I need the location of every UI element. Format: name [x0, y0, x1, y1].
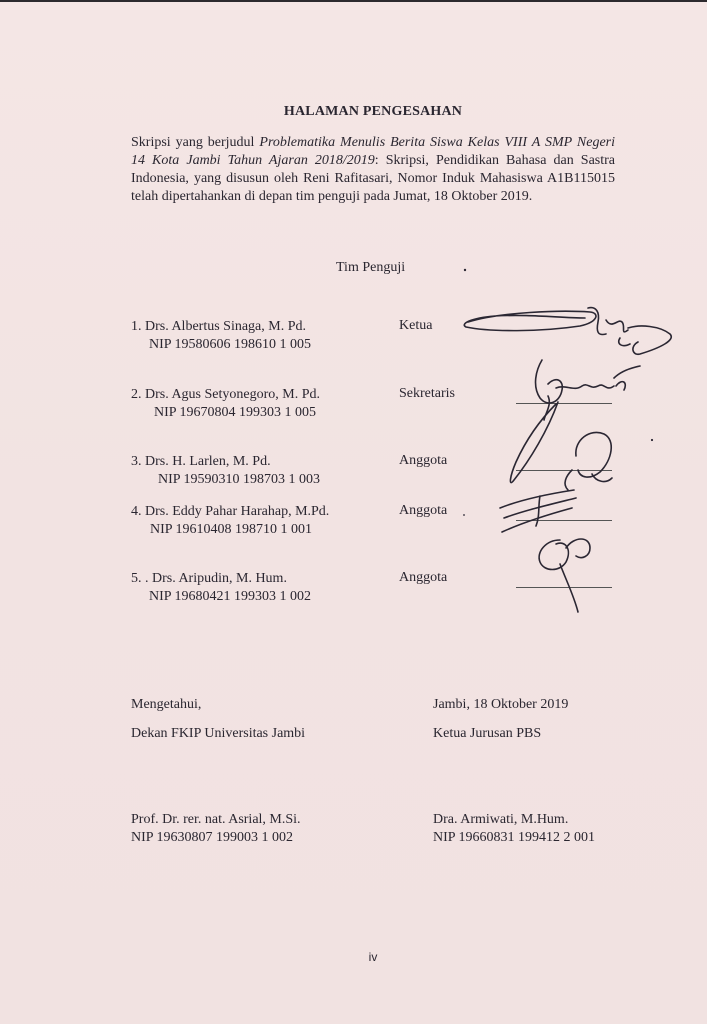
examiner-role: Ketua [399, 318, 433, 333]
dean-nip: NIP 19630807 199003 1 002 [131, 830, 294, 845]
signature-4-mark [500, 490, 576, 532]
examiner-role: Anggota [399, 453, 448, 468]
examiner-name: 2. Drs. Agus Setyonegoro, M. Pd. [131, 387, 321, 402]
signature-line [516, 587, 612, 588]
head-of-department-name: Dra. Armiwati, M.Hum. [433, 812, 569, 827]
head-of-department-nip: NIP 19660831 199412 2 001 [433, 830, 596, 845]
examiner-name: 1. Drs. Albertus Sinaga, M. Pd. [131, 319, 306, 334]
examiner-5 [131, 570, 311, 606]
head-of-department-title: Ketua Jurusan PBS [433, 726, 542, 741]
signature-1-mark [464, 308, 671, 355]
examiner-nip: NIP 19580606 198610 1 005 [149, 337, 312, 352]
signature-2-mark [536, 360, 640, 420]
examiner-3 [131, 453, 320, 489]
examiner-role: Sekretaris [399, 386, 455, 401]
examiner-name: 5. . Drs. Aripudin, M. Hum. [131, 571, 287, 586]
signature-3-mark [510, 402, 612, 490]
examiner-4 [131, 503, 329, 539]
intro-paragraph [131, 134, 615, 206]
examiner-nip: NIP 19590310 198703 1 003 [158, 472, 321, 487]
examiner-nip: NIP 19680421 199303 1 002 [149, 589, 312, 604]
page-title: HALAMAN PENGESAHAN [283, 104, 463, 119]
examiner-nip: NIP 19670804 199303 1 005 [154, 405, 317, 420]
examiner-role: Anggota [399, 570, 448, 585]
intro-text-start: Skripsi yang berjudul [131, 135, 260, 150]
signature-5-mark [539, 539, 590, 612]
thesis-title: Problematika Menulis Berita Siswa Kelas VIII A SMP Negeri 14 Kota Jambi Tahun Ajaran 2018/2019 [131, 135, 616, 168]
dean-title: Dekan FKIP Universitas Jambi [131, 726, 306, 741]
examiner-2 [131, 386, 320, 422]
dean-name: Prof. Dr. rer. nat. Asrial, M.Si. [131, 812, 301, 827]
signature-line [516, 520, 612, 521]
place-date: Jambi, 18 Oktober 2019 [433, 697, 569, 712]
intro-text-end: : Skripsi, Pendidikan Bahasa dan Sastra Indonesia, yang disusun oleh Reni Rafitasari, Nomor Induk Mahasiswa A1B115015 telah dipertahankan di depan tim penguji pada Jumat, 18 Oktober 2019. [131, 153, 616, 204]
signature-line [516, 403, 612, 404]
examiner-1 [131, 318, 311, 354]
examiner-nip: NIP 19610408 198710 1 001 [150, 522, 313, 537]
examiner-name: 3. Drs. H. Larlen, M. Pd. [131, 454, 271, 469]
team-heading: Tim Penguji [336, 260, 406, 275]
signature-line [516, 470, 612, 471]
examiner-role: Anggota [399, 503, 448, 518]
examiner-name: 4. Drs. Eddy Pahar Harahap, M.Pd. [131, 504, 330, 519]
page-number: iv [368, 950, 378, 964]
acknowledged-label: Mengetahui, [131, 697, 202, 712]
top-edge [0, 0, 707, 2]
